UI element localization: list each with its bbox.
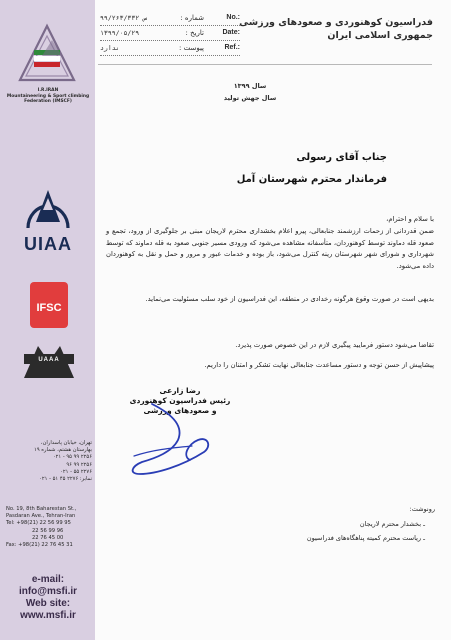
meta-label-fa: پیوست :	[179, 44, 204, 52]
paragraph-request: تقاضا می‌شود دستور فرمایید پیگیری لازم در این خصوص صورت پذیرد.	[235, 341, 434, 349]
fax-fa-line: نمابر: ۲۲۷۶ ۴۵ ۵۱ - ۰۲۱	[39, 476, 92, 483]
federation-mountain-logo-icon	[14, 20, 80, 84]
phone-en-line: Tel: +98(21) 22 56 99 95	[6, 520, 71, 527]
org-name-line1: فدراسیون کوهنوردی و صعودهای ورزشی	[239, 17, 433, 28]
ifsc-label: IFSC	[36, 302, 62, 314]
meta-date-row	[100, 27, 240, 41]
letter-number: ۹۹/۲۶۳/س ۳۳۲	[100, 14, 147, 22]
addressee-name: جناب آقای رسولی	[296, 152, 387, 163]
phone-en-line: 22 76 45 00	[32, 534, 64, 541]
letter-date: ۱۳۹۹/۰۵/۲۹	[100, 29, 140, 37]
phone-fa-line: ۲۲۵۶ ۹۹ ۹۶	[66, 461, 92, 468]
email-label: e-mail:	[31, 574, 65, 585]
organization-header	[233, 16, 433, 42]
website-label: Web site:	[25, 598, 71, 609]
fax-en-line: Fax: +98(21) 22 76 45 31	[6, 542, 73, 549]
header-divider	[98, 64, 432, 65]
phone-fa-line: ۲۲۷۶ ۵۵ - ۰۲۱	[60, 468, 92, 475]
meta-label-en: Ref.:	[224, 44, 240, 51]
signatory-name: رضا زارعی	[159, 386, 201, 395]
handwritten-signature-icon	[112, 396, 227, 481]
address-en-line: No. 19, 8th Baharestan St.,	[6, 506, 77, 512]
cc-label: رونوشت:	[409, 505, 435, 513]
org-name-line2: جمهوری اسلامی ایران	[327, 30, 433, 41]
uiaa-label: UIAA	[24, 234, 72, 254]
address-block	[6, 440, 92, 483]
letter-meta	[100, 12, 240, 57]
address-block-en	[6, 506, 92, 549]
paragraph-thanks: پیشاپیش از حسن توجه و دستور مساعدت جنابعالی نهایت تشکر و امتنان را داریم.	[204, 361, 434, 369]
cc-item: ـ بخشدار محترم لاریجان	[359, 520, 425, 528]
signatory-title-cont: و صعودهای ورزشی	[143, 406, 217, 415]
year-line: سال ۱۳۹۹	[233, 82, 267, 90]
paragraph-main: ضمن قدردانی از زحمات ارزشمند جنابعالی، پیرو اعلام بخشداری محترم لاریجان مبنی بر جلوگیری از ورود، تجمع و صعود قله دماوند توسط کوهنوردان، متأسفانه مشاهده می‌شود که ورودی مسیر جنوبی صعود به قله دماوند که توسط شهرداری و شورای شهر شهرستان رینه کنترل می‌شود، باز بوده و خدمات عبور و مرور و حمل و نقل به کوهنوردان داده می‌شود.	[106, 227, 434, 270]
federation-name-en: I.R.IRAN Mountaineering & Sport climbing Federation (IMSCF)	[6, 88, 90, 105]
address-fa-line: تهران، خیابان پاسداران،	[40, 440, 92, 446]
uaaa-label: UAAA	[38, 357, 60, 363]
meta-ref-row	[100, 42, 240, 56]
phone-fa-line: ۲۲۵۶ ۹۹ ۹۵ - ۰۲۱	[52, 454, 92, 461]
signatory-title: رئیس فدراسیون کوهنوردی	[129, 396, 231, 405]
slogan-line: سال جهش تولید	[223, 94, 277, 102]
paragraph-responsibility: بدیهی است در صورت وقوع هرگونه رخدادی در منطقه، این فدراسیون از خود سلب مسئولیت می‌نماید.	[145, 295, 434, 303]
address-fa-line: بهارستان هشتم، شماره ۱۹	[34, 447, 92, 454]
website-link[interactable]: www.msfi.ir	[20, 610, 76, 621]
meta-label-en: Date:	[222, 29, 240, 36]
year-slogan	[205, 80, 295, 104]
address-en-line: Pasdaran Ave., Tehran-Iran	[6, 513, 76, 520]
cc-item: ـ ریاست محترم کمیته پناهگاه‌های فدراسیون	[306, 534, 425, 542]
meta-label-fa: تاریخ :	[185, 29, 204, 37]
greeting: با سلام و احترام،	[386, 215, 434, 223]
meta-number-row	[100, 12, 240, 26]
meta-label-en: No.:	[226, 14, 240, 21]
contact-footer	[6, 574, 90, 622]
email-link[interactable]: info@msfi.ir	[18, 586, 78, 597]
phone-en-line: 22 56 99 96	[32, 527, 64, 534]
letter-attachment: ندارد	[100, 44, 120, 52]
letterhead-sidebar	[0, 0, 95, 640]
meta-label-fa: شماره :	[180, 14, 204, 22]
addressee-title: فرماندار محترم شهرستان آمل	[236, 174, 387, 185]
